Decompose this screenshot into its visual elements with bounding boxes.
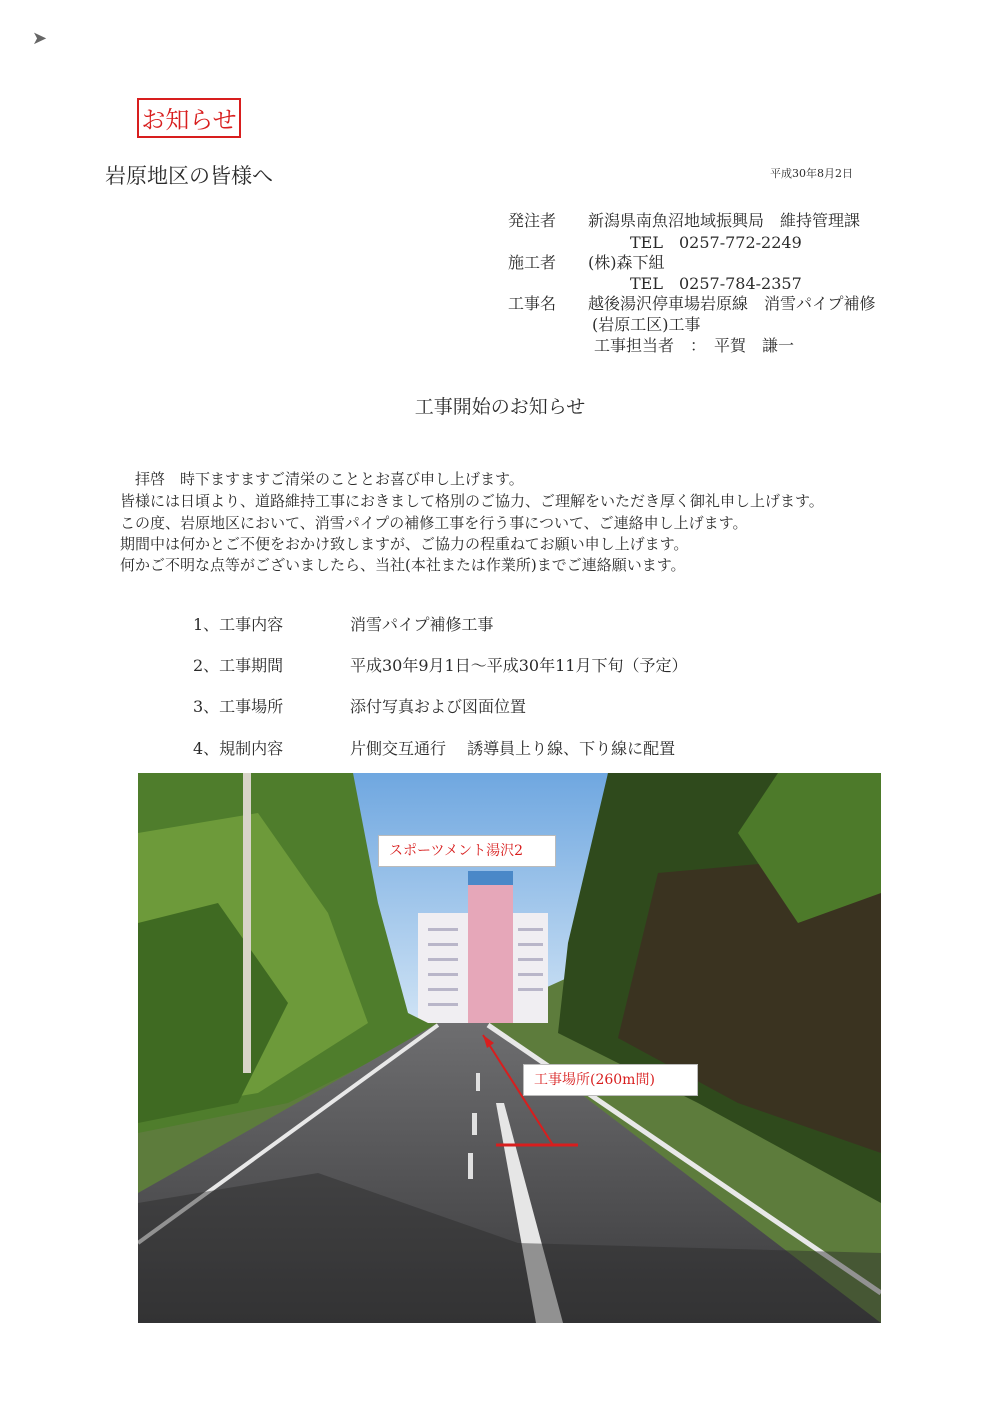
body-line: 皆様には日頃より、道路維持工事におきまして格別のご協力、ご理解をいただき厚く御礼申し上げます。 — [120, 492, 824, 510]
project-label: 工事名 — [508, 294, 557, 313]
project-manager: 工事担当者 ： 平賀 謙一 — [594, 336, 795, 355]
item-label: 2、工事期間 — [193, 656, 284, 675]
orderer-label: 発注者 — [508, 211, 557, 230]
scan-mark: ➤ — [32, 28, 48, 49]
orderer-tel: TEL 0257-772-2249 — [630, 233, 802, 252]
body-line: 何かご不明な点等がございましたら、当社(本社または作業所)までご連絡願います。 — [120, 556, 686, 574]
contractor-tel: TEL 0257-784-2357 — [630, 274, 802, 293]
item-label: 1、工事内容 — [193, 615, 284, 634]
site-photo — [138, 773, 881, 1323]
item-value: 片側交互通行 誘導員上り線、下り線に配置 — [350, 739, 676, 758]
item-label: 3、工事場所 — [193, 697, 284, 716]
body-line: 期間中は何かとご不便をおかけ致しますが、ご協力の程重ねてお願い申し上げます。 — [120, 535, 689, 553]
contractor-label: 施工者 — [508, 253, 557, 272]
page-title: 工事開始のお知らせ — [414, 396, 586, 418]
recipient-heading: 岩原地区の皆様へ — [105, 164, 273, 188]
project-name-line1: 越後湯沢停車場岩原線 消雪パイプ補修 — [588, 294, 876, 313]
item-value: 平成30年9月1日～平成30年11月下旬（予定） — [350, 656, 688, 675]
project-name-line2: (岩原工区)工事 — [592, 315, 701, 334]
item-value: 添付写真および図面位置 — [350, 697, 527, 716]
contractor-name: (株)森下組 — [588, 253, 665, 272]
notice-stamp: お知らせ — [137, 98, 241, 138]
item-value: 消雪パイプ補修工事 — [350, 615, 494, 634]
document-date: 平成30年8月2日 — [770, 167, 853, 180]
body-line: この度、岩原地区において、消雪パイプの補修工事を行う事について、ご連絡申し上げます。 — [120, 514, 748, 532]
building-label: スポーツメント湯沢2 — [378, 835, 556, 867]
orderer-name: 新潟県南魚沼地域振興局 維持管理課 — [588, 211, 861, 230]
body-line: 拝啓 時下ますますご清栄のこととお喜び申し上げます。 — [120, 470, 524, 488]
item-label: 4、規制内容 — [193, 739, 284, 758]
site-label: 工事場所(260m間) — [523, 1064, 698, 1096]
